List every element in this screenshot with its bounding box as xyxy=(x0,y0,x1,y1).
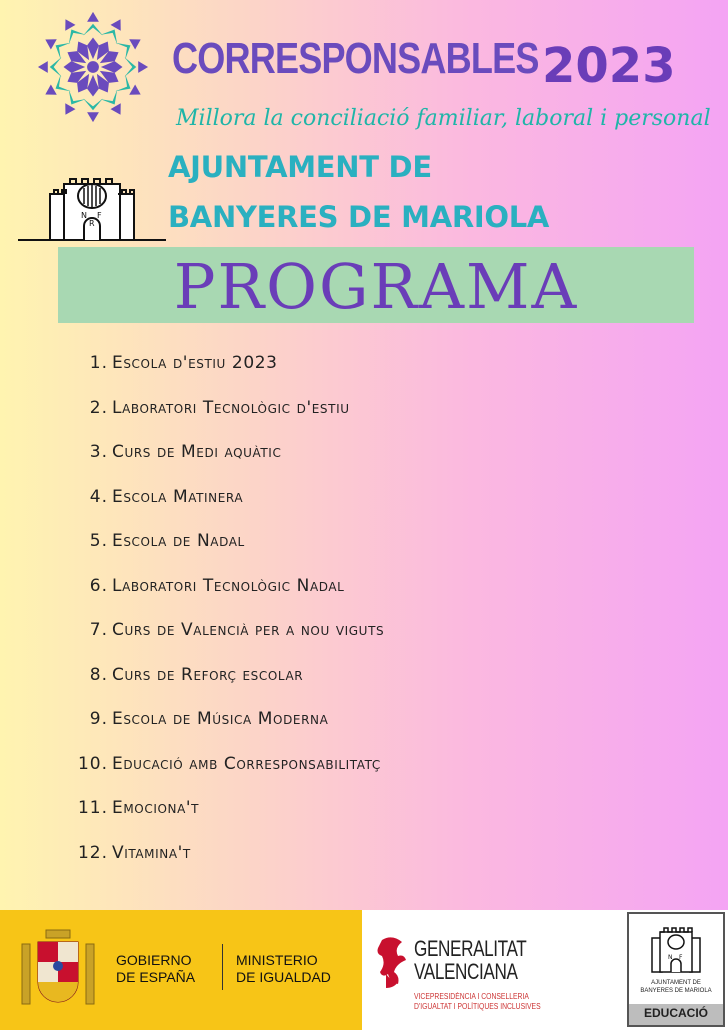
item-label: Escola de Música Moderna xyxy=(112,709,329,729)
list-item xyxy=(0,348,728,393)
castle-logo-icon xyxy=(18,160,166,242)
item-number: 4. xyxy=(89,486,108,507)
list-item xyxy=(0,838,728,883)
educacio-ajuntament-2: BANYERES DE MARIOLA xyxy=(640,988,712,994)
item-label: Curs de Reforç escolar xyxy=(112,664,304,685)
list-item xyxy=(0,793,728,838)
list-item xyxy=(0,749,728,794)
program-list xyxy=(0,348,728,882)
svg-text:F: F xyxy=(97,211,102,220)
list-item xyxy=(0,571,728,616)
item-label: Curs de Medi aquàtic xyxy=(112,442,282,462)
brand-title: CORRESPONSABLES xyxy=(172,34,539,83)
list-item xyxy=(0,437,728,482)
item-number: 8. xyxy=(89,664,108,685)
svg-text:N: N xyxy=(81,211,87,220)
generalitat-label-1: GENERALITAT xyxy=(414,936,527,961)
tagline: Millora la conciliació familiar, laboral i personal xyxy=(176,106,711,131)
item-label: Emociona't xyxy=(112,798,200,818)
item-number: 5. xyxy=(89,531,108,551)
gobierno-label-2: DE ESPAÑA xyxy=(116,969,196,985)
generalitat-logo-icon xyxy=(376,934,410,996)
generalitat-label-2: VALENCIANA xyxy=(414,959,518,984)
ministerio-label-1: MINISTERIO xyxy=(236,952,318,968)
gobierno-label-1: GOBIERNO xyxy=(116,952,192,968)
list-item xyxy=(0,704,728,749)
svg-text:N: N xyxy=(668,954,673,961)
item-number: 6. xyxy=(89,575,108,596)
list-item xyxy=(0,393,728,438)
item-label: Escola Matinera xyxy=(112,486,244,507)
list-item xyxy=(0,660,728,705)
list-item xyxy=(0,526,728,571)
programa-title: PROGRAMA xyxy=(173,250,579,323)
item-number: 1. xyxy=(89,353,108,373)
item-number: 7. xyxy=(89,620,108,640)
svg-text:F: F xyxy=(679,954,683,961)
coat-of-arms-icon xyxy=(18,924,98,1014)
item-label: Curs de Valencià per a nou viguts xyxy=(112,620,385,640)
ajuntament-line-1: AJUNTAMENT DE xyxy=(168,150,432,184)
item-number: 11. xyxy=(77,798,108,818)
list-item xyxy=(0,482,728,527)
footer-divider xyxy=(222,944,223,990)
item-label: Vitamina't xyxy=(112,842,191,863)
list-item xyxy=(0,615,728,660)
item-number: 10. xyxy=(77,753,108,774)
svg-text:R: R xyxy=(89,219,95,228)
educacio-ajuntament-1: AJUNTAMENT DE xyxy=(651,980,701,986)
year-label: 2023 xyxy=(542,38,676,94)
ajuntament-line-2: BANYERES DE MARIOLA xyxy=(168,200,550,234)
item-label: Laboratori Tecnològic d'estiu xyxy=(112,397,350,418)
item-number: 2. xyxy=(89,397,108,418)
item-label: Escola de Nadal xyxy=(112,531,245,551)
educacio-label: EDUCACIÓ xyxy=(643,1006,708,1020)
item-number: 12. xyxy=(77,842,108,863)
item-number: 9. xyxy=(89,709,108,729)
generalitat-subtitle-2: D'IGUALTAT I POLÍTIQUES INCLUSIVES xyxy=(414,1002,541,1011)
item-label: Educació amb Corresponsabilitatç xyxy=(112,753,381,774)
item-label: Escola d'estiu 2023 xyxy=(112,353,278,373)
corresponsables-logo-icon xyxy=(34,8,152,126)
ministerio-label-2: DE IGUALDAD xyxy=(236,969,331,985)
item-label: Laboratori Tecnològic Nadal xyxy=(112,575,345,596)
castle-logo-icon xyxy=(646,922,706,974)
generalitat-subtitle-1: VICEPRESIDÈNCIA I CONSELLERIA xyxy=(414,992,529,1001)
item-number: 3. xyxy=(89,442,108,462)
